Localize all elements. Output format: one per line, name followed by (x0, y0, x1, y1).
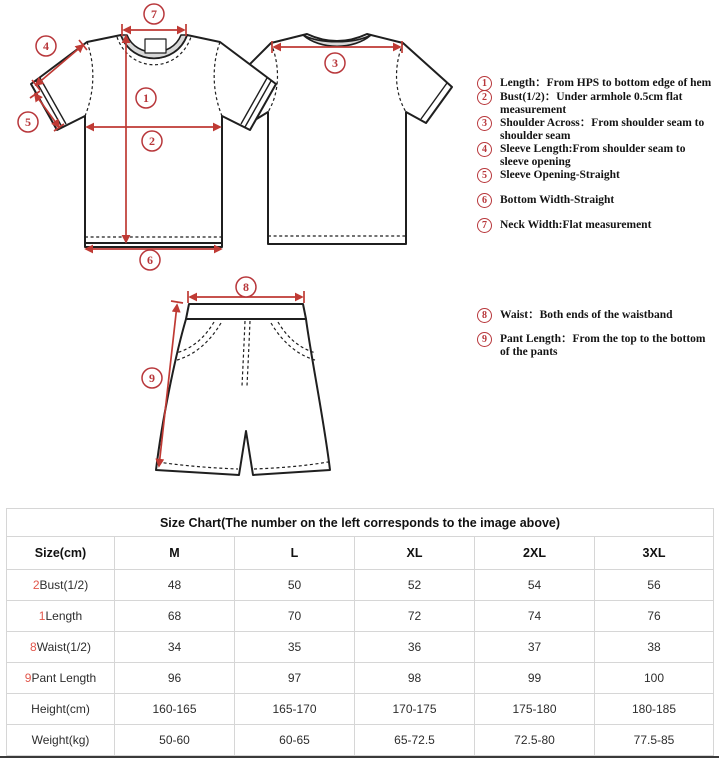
cell-pant-xl: 98 (355, 663, 475, 694)
shorts-drawing (156, 304, 330, 475)
legend-item-shoulder (477, 117, 717, 143)
legend-badge-9: 9 (477, 332, 492, 347)
cell-pant-l: 97 (235, 663, 355, 694)
table-row-height (7, 694, 714, 725)
legend-shorts (477, 309, 717, 359)
table-row-waist (7, 632, 714, 663)
legend-item-bottom-width (477, 194, 717, 208)
marker-4 (36, 36, 56, 56)
cell-pant-m: 96 (115, 663, 235, 694)
cell-weight-xl: 65-72.5 (355, 725, 475, 756)
row-label-bust (7, 570, 115, 601)
svg-text:8: 8 (243, 280, 249, 294)
cell-bust-2xl: 54 (475, 570, 595, 601)
cell-waist-m: 34 (115, 632, 235, 663)
cell-height-l: 165-170 (235, 694, 355, 725)
legend-badge-1: 1 (477, 76, 492, 91)
collar-label (145, 39, 166, 53)
cell-waist-xl: 36 (355, 632, 475, 663)
legend-item-sleeve-length (477, 143, 717, 169)
table-header-row (7, 537, 714, 570)
marker-7 (144, 4, 164, 24)
cell-bust-3xl: 56 (595, 570, 714, 601)
row-ref-number: 1 (38, 609, 46, 623)
cell-length-xl: 72 (355, 601, 475, 632)
svg-text:7: 7 (151, 7, 157, 21)
legend-text-bust: Bust(1/2)：Under armhole 0.5cm flat measurement (500, 91, 683, 116)
svg-text:9: 9 (149, 371, 155, 385)
marker-8 (236, 277, 256, 297)
legend-text-sleeve-opening: Sleeve Opening-Straight (500, 169, 620, 181)
cell-pant-2xl: 99 (475, 663, 595, 694)
marker-6 (140, 250, 160, 270)
legend-item-length (477, 77, 717, 91)
legend-badge-2: 2 (477, 90, 492, 105)
cell-height-2xl: 175-180 (475, 694, 595, 725)
marker-3 (325, 53, 345, 73)
col-header-2xl: 2XL (475, 537, 595, 570)
svg-text:3: 3 (332, 56, 338, 70)
marker-9 (142, 368, 162, 388)
legend-item-neck-width (477, 219, 717, 233)
row-ref-number: 2 (32, 578, 40, 592)
shorts-waistband (186, 304, 306, 319)
table-row-pant-length (7, 663, 714, 694)
row-label-text: Weight(kg) (31, 733, 90, 747)
table-title-row (7, 509, 714, 537)
col-header-l: L (235, 537, 355, 570)
cell-length-2xl: 74 (475, 601, 595, 632)
table-row-bust (7, 570, 714, 601)
cell-height-xl: 170-175 (355, 694, 475, 725)
cell-length-3xl: 76 (595, 601, 714, 632)
row-label-text: Bust(1/2) (39, 578, 89, 592)
legend-text-pant-length: Pant Length：From the top to the bottom of the pants (500, 333, 706, 358)
legend-text-shoulder: Shoulder Across：From shoulder seam to shoulder seam (500, 117, 705, 142)
legend-shirt (477, 77, 717, 244)
svg-text:5: 5 (25, 115, 31, 129)
row-label-length (7, 601, 115, 632)
legend-text-neck-width: Neck Width:Flat measurement (500, 219, 652, 231)
legend-item-bust (477, 91, 717, 117)
col-header-3xl: 3XL (595, 537, 714, 570)
table-row-weight (7, 725, 714, 756)
cell-height-m: 160-165 (115, 694, 235, 725)
row-label-waist (7, 632, 115, 663)
row-label-pant-length (7, 663, 115, 694)
col-header-xl: XL (355, 537, 475, 570)
marker-5 (18, 112, 38, 132)
legend-text-sleeve-length: Sleeve Length:From shoulder seam to sleeve opening (500, 143, 686, 168)
legend-item-pant-length (477, 333, 717, 359)
cell-bust-xl: 52 (355, 570, 475, 601)
cell-pant-3xl: 100 (595, 663, 714, 694)
legend-text-length: Length：From HPS to bottom edge of hem (500, 77, 712, 89)
cell-weight-m: 50-60 (115, 725, 235, 756)
legend-badge-5: 5 (477, 168, 492, 183)
legend-badge-6: 6 (477, 193, 492, 208)
cell-length-l: 70 (235, 601, 355, 632)
row-label-text: Height(cm) (31, 702, 90, 716)
cell-bust-l: 50 (235, 570, 355, 601)
shorts-body (156, 319, 330, 475)
cell-weight-3xl: 77.5-85 (595, 725, 714, 756)
svg-text:2: 2 (149, 134, 155, 148)
cell-bust-m: 48 (115, 570, 235, 601)
legend-badge-7: 7 (477, 218, 492, 233)
svg-text:4: 4 (43, 39, 49, 53)
legend-item-sleeve-opening (477, 169, 717, 183)
size-chart-table (6, 508, 714, 756)
col-header-m: M (115, 537, 235, 570)
cell-length-m: 68 (115, 601, 235, 632)
row-label-weight (7, 725, 115, 756)
legend-badge-3: 3 (477, 116, 492, 131)
size-chart-title: Size Chart(The number on the left corresponds to the image above) (7, 509, 714, 537)
cell-weight-l: 60-65 (235, 725, 355, 756)
legend-badge-8: 8 (477, 308, 492, 323)
row-label-height (7, 694, 115, 725)
cell-waist-2xl: 37 (475, 632, 595, 663)
table-row-length (7, 601, 714, 632)
cell-waist-3xl: 38 (595, 632, 714, 663)
cell-weight-2xl: 72.5-80 (475, 725, 595, 756)
row-label-text: Waist(1/2) (36, 640, 91, 654)
row-ref-number: 8 (30, 640, 37, 654)
legend-badge-4: 4 (477, 142, 492, 157)
legend-text-bottom-width: Bottom Width-Straight (500, 194, 615, 206)
svg-text:6: 6 (147, 253, 153, 267)
row-ref-number: 9 (24, 671, 32, 685)
marker-2 (142, 131, 162, 151)
row-label-text: Length (45, 609, 83, 623)
legend-item-waist (477, 309, 717, 323)
cell-waist-l: 35 (235, 632, 355, 663)
legend-text-waist: Waist：Both ends of the waistband (500, 309, 673, 321)
col-header-size: Size(cm) (7, 537, 115, 570)
row-label-text: Pant Length (31, 671, 97, 685)
cell-height-3xl: 180-185 (595, 694, 714, 725)
marker-1 (136, 88, 156, 108)
svg-text:1: 1 (143, 91, 149, 105)
